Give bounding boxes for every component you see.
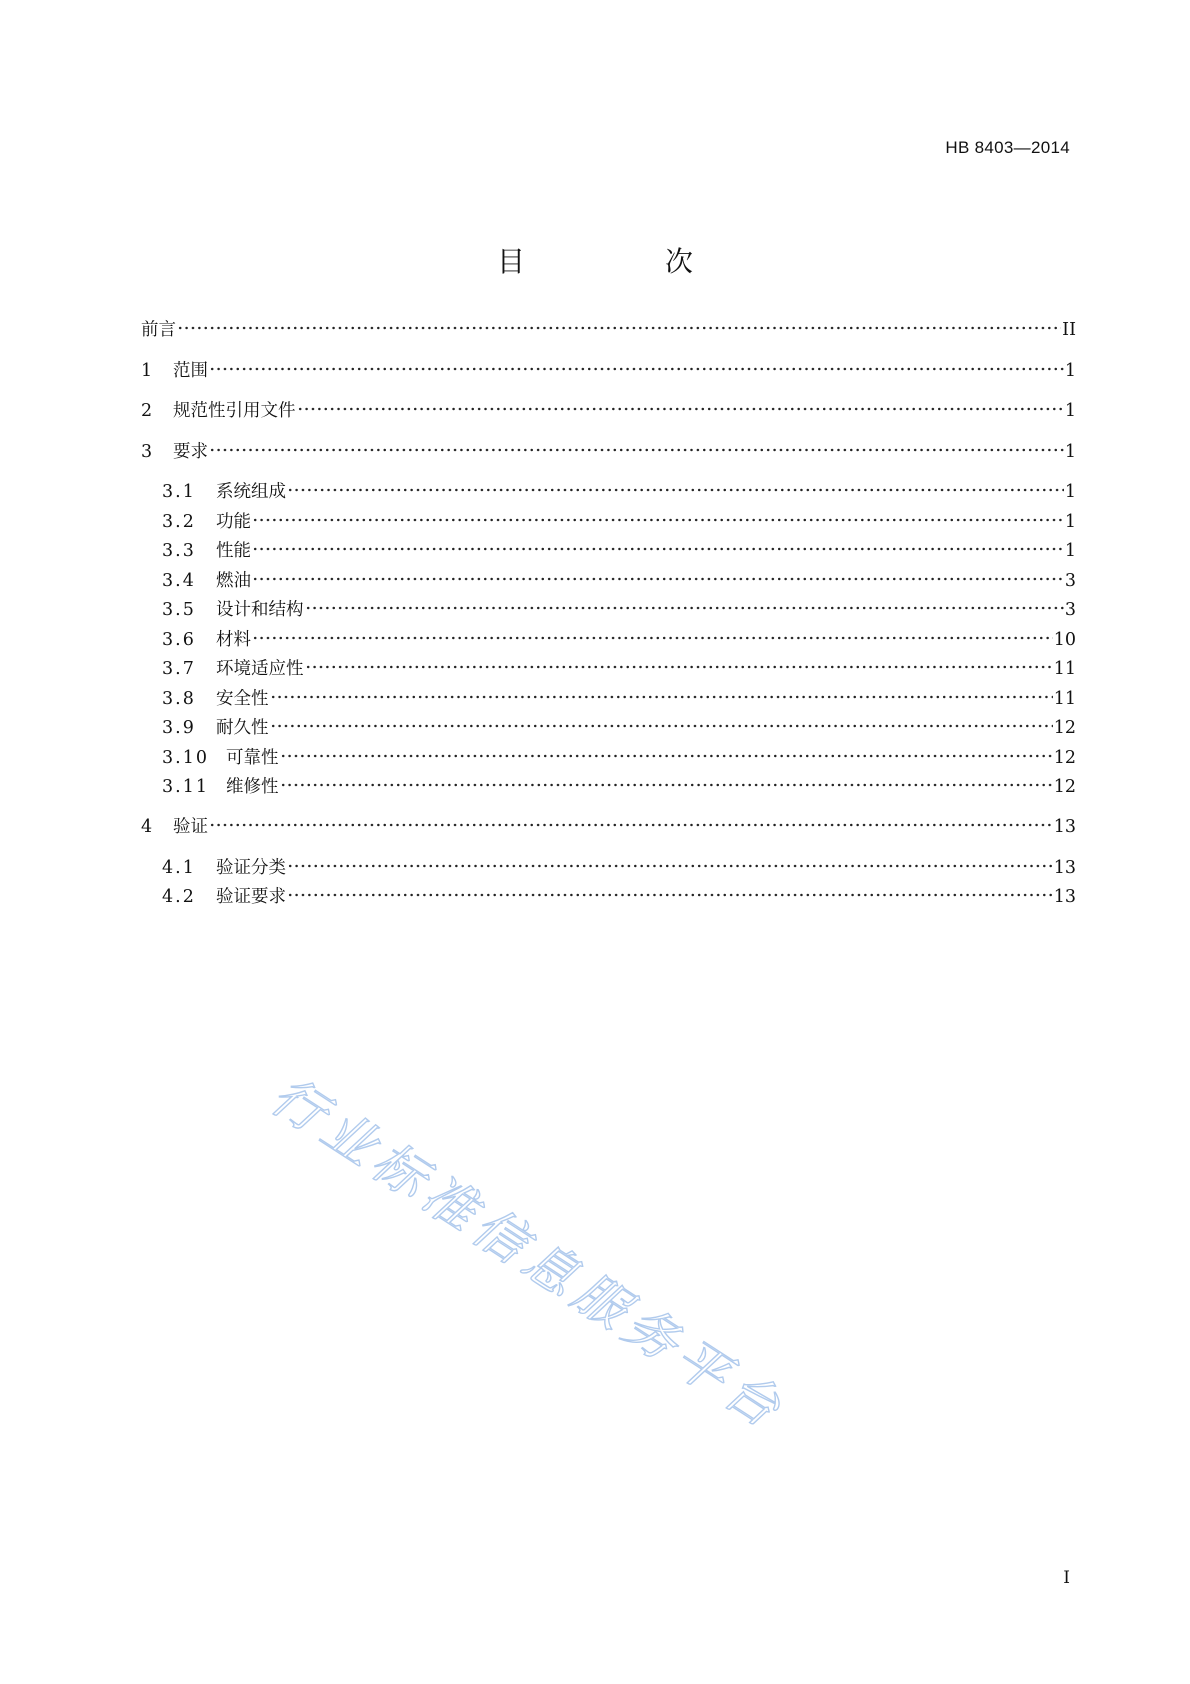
toc-entry-number: 4.1 [162,858,196,878]
toc-entry-page: 11 [1053,659,1076,679]
toc-leader-dots [252,517,1064,523]
toc-leader-dots [280,782,1053,788]
toc-entry-label: 材料 [216,630,251,650]
watermark: 行业标准信息服务平台 [260,1065,797,1444]
toc-leader-dots [209,822,1053,828]
toc-entry[interactable] [162,569,1076,593]
toc-entry-label: 燃油 [216,571,251,591]
toc-entry[interactable] [162,539,1076,563]
toc-entry-number: 4 [141,817,153,837]
toc-entry-page: 10 [1053,630,1076,650]
toc-leader-dots [252,546,1064,552]
toc-leader-dots [177,325,1061,331]
toc-entry-label: 前言 [141,320,176,340]
toc-entry[interactable] [162,746,1076,770]
toc-entry-page: 13 [1053,887,1076,907]
toc-entry-page: 1 [1064,482,1076,502]
toc-entry-number: 3.10 [162,748,209,768]
toc-leader-dots [209,447,1064,453]
toc-entry[interactable] [141,815,1076,839]
toc-entry[interactable] [141,399,1076,423]
toc-entry-label: 可靠性 [226,748,279,768]
toc-entry-page: 13 [1053,817,1076,837]
toc-entry-number: 3.1 [162,482,196,502]
toc-entry[interactable] [162,598,1076,622]
toc-entry-label: 要求 [173,442,208,462]
toc-entry-label: 规范性引用文件 [173,401,296,421]
toc-entry-number: 3.5 [162,600,196,620]
toc-entry-number: 3.8 [162,689,196,709]
toc-leader-dots [287,892,1053,898]
toc-leader-dots [209,366,1064,372]
toc-entry-label: 维修性 [226,777,279,797]
toc-entry[interactable] [141,318,1076,342]
toc-entry-page: II [1062,320,1076,340]
toc-entry-page: 11 [1053,689,1076,709]
toc-entry-number: 4.2 [162,887,196,907]
toc-entry-label: 验证分类 [216,858,286,878]
toc-leader-dots [287,863,1053,869]
toc-entry-page: 1 [1064,401,1076,421]
toc-entry-label: 范围 [173,361,208,381]
toc-entry[interactable] [162,856,1076,880]
toc-entry-page: 1 [1064,512,1076,532]
toc-entry-number: 3.11 [162,777,209,797]
toc-entry-number: 3.9 [162,718,196,738]
toc-entry-number: 3 [141,442,153,462]
toc-entry[interactable] [141,440,1076,464]
toc-entry-label: 功能 [216,512,251,532]
toc-entry-number: 2 [141,401,153,421]
page-number: I [1063,1568,1070,1588]
toc-entry[interactable] [162,628,1076,652]
toc-entry-page: 3 [1064,600,1076,620]
toc-entry-number: 3.3 [162,541,196,561]
toc-entry-number: 3.7 [162,659,196,679]
toc-entry[interactable] [162,657,1076,681]
toc-entry-label: 环境适应性 [216,659,304,679]
toc-entry[interactable] [162,480,1076,504]
toc-entry[interactable] [162,775,1076,799]
toc-entry-page: 12 [1053,777,1076,797]
toc-entry-number: 3.2 [162,512,196,532]
toc-entry-number: 1 [141,361,153,381]
toc-leader-dots [252,635,1053,641]
toc-entry-page: 1 [1064,361,1076,381]
toc-leader-dots [305,664,1053,670]
toc-entry-page: 3 [1064,571,1076,591]
toc-entry-label: 性能 [216,541,251,561]
toc-entry-page: 1 [1064,541,1076,561]
toc-entry-page: 13 [1053,858,1076,878]
toc-leader-dots [305,605,1064,611]
toc-entry[interactable] [162,716,1076,740]
toc-entry[interactable] [141,359,1076,383]
toc-entry-label: 耐久性 [216,718,269,738]
toc-entry-label: 安全性 [216,689,269,709]
toc-entry-number: 3.4 [162,571,196,591]
toc-leader-dots [297,406,1064,412]
toc-leader-dots [252,576,1064,582]
toc-entry-label: 验证 [173,817,208,837]
toc-leader-dots [270,723,1053,729]
toc-entry-page: 1 [1064,442,1076,462]
toc-leader-dots [270,694,1053,700]
toc-entry[interactable] [162,510,1076,534]
toc-entry-label: 设计和结构 [216,600,304,620]
toc-entry-label: 系统组成 [216,482,286,502]
toc-leader-dots [280,753,1053,759]
standard-number: HB 8403—2014 [945,138,1070,157]
toc-entry-number: 3.6 [162,630,196,650]
toc-leader-dots [287,487,1064,493]
toc-entry-page: 12 [1053,718,1076,738]
toc-entry-page: 12 [1053,748,1076,768]
page-title: 目 次 [496,245,749,278]
toc-entry[interactable] [162,687,1076,711]
toc-entry-label: 验证要求 [216,887,286,907]
toc-entry[interactable] [162,885,1076,909]
